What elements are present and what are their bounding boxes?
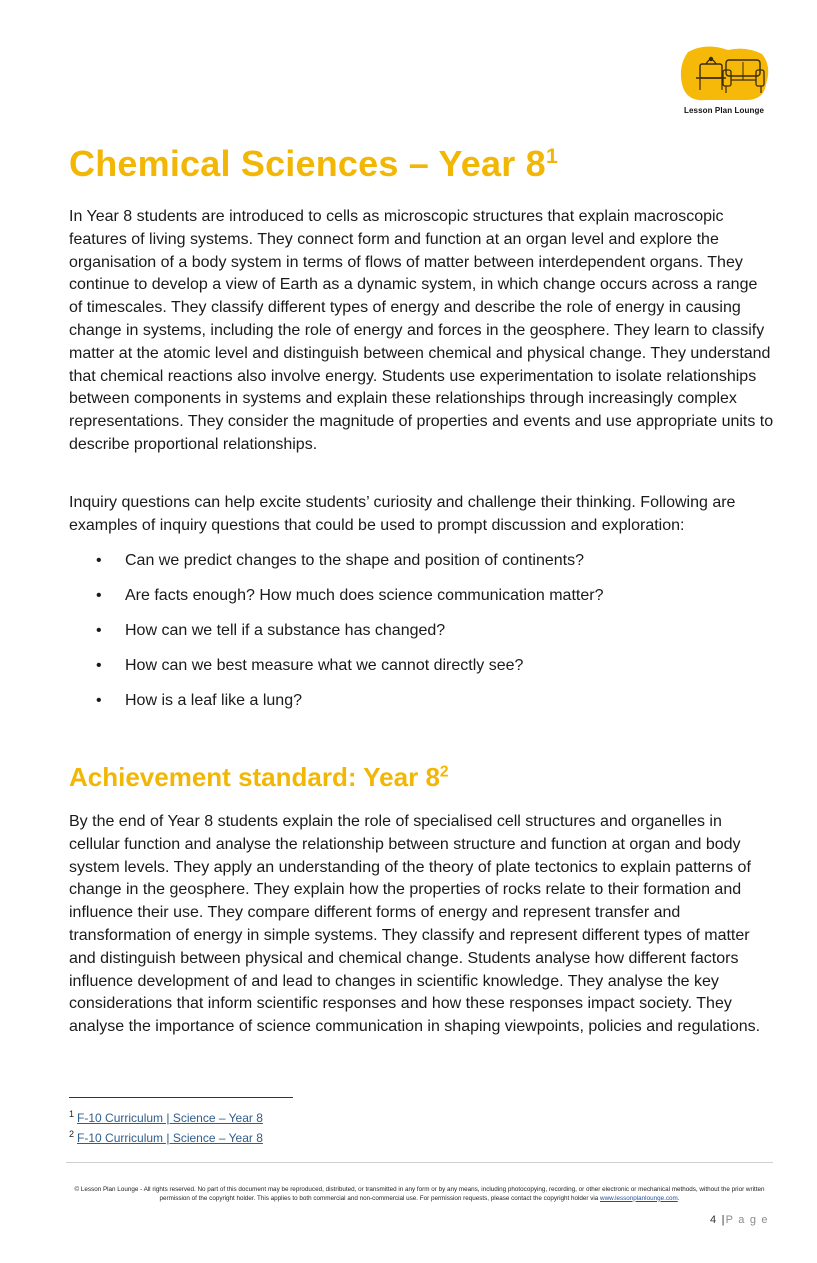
inquiry-intro: Inquiry questions can help excite students’ curiosity and challenge their thinking. Following are examples of inquiry questions that could be used to prompt discussion and exploration: [69, 494, 736, 534]
inquiry-question: Can we predict changes to the shape and position of continents? [125, 552, 584, 569]
list-item [69, 620, 603, 655]
bullet-icon: • [96, 692, 102, 709]
inquiry-question: How is a leaf like a lung? [125, 692, 302, 709]
inquiry-question: How can we tell if a substance has changed? [125, 622, 446, 639]
footnote-link[interactable]: F-10 Curriculum | Science – Year 8 [77, 1131, 263, 1145]
footer-divider [66, 1162, 773, 1163]
inquiry-question: How can we best measure what we cannot directly see? [125, 657, 524, 674]
list-item [69, 655, 603, 690]
page-label: P a g e [725, 1214, 769, 1226]
page-number-value: 4 [710, 1214, 718, 1226]
achievement-heading [69, 762, 449, 793]
inquiry-question: Are facts enough? How much does science communication matter? [125, 587, 604, 604]
bullet-icon: • [96, 657, 102, 674]
page-number [710, 1214, 769, 1226]
copyright-end: . [677, 1194, 680, 1202]
brand-name: Lesson Plan Lounge [683, 106, 765, 115]
copyright-notice [66, 1186, 773, 1203]
copyright-text: © Lesson Plan Lounge - All rights reserved. No part of this document may be reproduced, distributed, or transmitted in any form or by any means, including photocopying, recording, or other electronic or mechanical methods, without the prior written permission of the copyright holder. This applies to both commercial and non-commercial use. For permission requests, please contact the copyright holder via [74, 1186, 765, 1202]
website-link[interactable]: www.lessonplanlounge.com [600, 1194, 678, 1202]
footnote-number: 2 [69, 1129, 75, 1139]
achievement-heading-text: Achievement standard: Year 8 [69, 762, 440, 792]
bullet-icon: • [96, 587, 102, 604]
footnote-2 [69, 1129, 263, 1145]
sofa-icon [676, 44, 772, 106]
list-item [69, 550, 603, 585]
bullet-icon: • [96, 622, 102, 639]
footnote-link[interactable]: F-10 Curriculum | Science – Year 8 [77, 1111, 263, 1125]
intro-paragraph: In Year 8 students are introduced to cells as microscopic structures that explain macroscopic features of living systems. They connect form and function at an organ level and explore the organisation of a body system in terms of flows of matter between interdependent organs. They continue to develop a view of Earth as a dynamic system, in which change occurs across a range of timescales. They classify different types of energy and describe the role of energy in causing change in systems, including the role of energy and forces in the geosphere. They learn to classify matter at the atomic level and distinguish between chemical and physical change. They understand that chemical reactions also involve energy. Students use experimentation to isolate relationships between components in systems and explain these relationships through increasingly complex representations. They consider the magnitude of properties and events and use appropriate units to describe proportional relationships. [69, 208, 774, 453]
inquiry-question-list [69, 550, 603, 725]
page-title-text: Chemical Sciences – Year 8 [69, 143, 546, 184]
list-item [69, 690, 603, 725]
footnote-number: 1 [69, 1109, 75, 1119]
achievement-footnote-ref[interactable]: 2 [439, 763, 449, 781]
page-separator: | [721, 1214, 726, 1226]
page-title [69, 143, 558, 185]
achievement-paragraph: By the end of Year 8 students explain the role of specialised cell structures and organelles in cellular function and analyse the relationship between structure and function at organ and body system levels. They apply an understanding of the theory of plate tectonics to explain patterns of change in the geosphere. They explain how the properties of rocks relate to their formation and influence their use. They compare different forms of energy and represent transfer and transformation of energy in simple systems. They classify and represent different types of matter and distinguish between physical and chemical change. Students analyse how different factors influence development of and lead to changes in scientific knowledge. They analyse the key considerations that inform scientific responses and how these responses impact society. They analyse the importance of science communication in shaping viewpoints, policies and regulations. [69, 813, 761, 1036]
title-footnote-ref[interactable]: 1 [545, 143, 559, 168]
bullet-icon: • [96, 552, 102, 569]
brand-logo [676, 44, 772, 120]
footnote-divider [69, 1097, 293, 1098]
list-item [69, 585, 603, 620]
footnote-1 [69, 1109, 263, 1125]
